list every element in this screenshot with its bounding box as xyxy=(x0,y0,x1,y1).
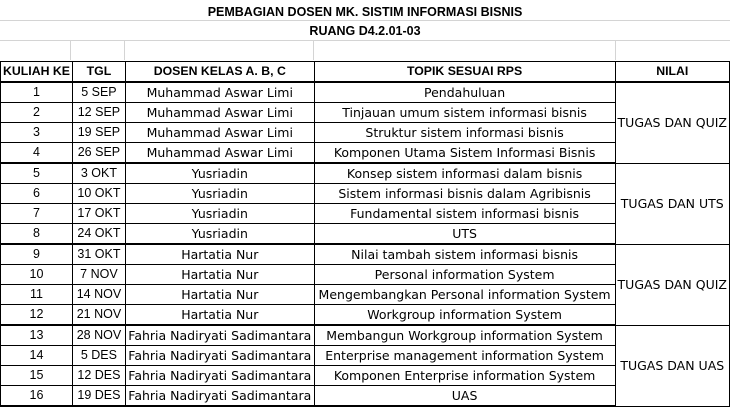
cell-tgl: 26 SEP xyxy=(72,143,125,164)
header-row xyxy=(1,62,730,83)
cell-dosen: Muhammad Aswar Limi xyxy=(125,123,314,143)
cell-kuliah-ke: 3 xyxy=(1,123,73,143)
cell-dosen: Muhammad Aswar Limi xyxy=(125,103,314,123)
table-row xyxy=(1,82,730,103)
cell-kuliah-ke: 11 xyxy=(1,285,73,305)
cell-dosen: Fahria Nadiryati Sadimantara xyxy=(125,366,314,386)
cell-kuliah-ke: 2 xyxy=(1,103,73,123)
cell-topik: Membangun Workgroup information System xyxy=(314,325,615,346)
gridline xyxy=(615,40,616,60)
cell-tgl: 24 OKT xyxy=(72,224,125,245)
cell-tgl: 10 OKT xyxy=(72,184,125,204)
sheet-title: PEMBAGIAN DOSEN MK. SISTIM INFORMASI BISNIS xyxy=(207,5,523,19)
cell-topik: Pendahuluan xyxy=(314,82,615,103)
schedule-table xyxy=(0,61,730,407)
cell-nilai: TUGAS DAN QUIZ xyxy=(615,82,729,163)
gridline xyxy=(70,40,71,60)
cell-tgl: 21 NOV xyxy=(72,305,125,326)
cell-kuliah-ke: 9 xyxy=(1,244,73,265)
cell-topik: UAS xyxy=(314,386,615,407)
cell-kuliah-ke: 15 xyxy=(1,366,73,386)
cell-tgl: 5 DES xyxy=(72,346,125,366)
cell-nilai: TUGAS DAN QUIZ xyxy=(615,244,729,325)
cell-topik: Sistem informasi bisnis dalam Agribisnis xyxy=(314,184,615,204)
cell-dosen: Yusriadin xyxy=(125,184,314,204)
cell-dosen: Muhammad Aswar Limi xyxy=(125,82,314,103)
cell-kuliah-ke: 7 xyxy=(1,204,73,224)
cell-dosen: Fahria Nadiryati Sadimantara xyxy=(125,325,314,346)
cell-dosen: Yusriadin xyxy=(125,163,314,184)
cell-topik: Fundamental sistem informasi bisnis xyxy=(314,204,615,224)
cell-topik: Enterprise management information System xyxy=(314,346,615,366)
cell-topik: Komponen Enterprise information System xyxy=(314,366,615,386)
gridline xyxy=(124,40,125,60)
cell-kuliah-ke: 14 xyxy=(1,346,73,366)
header-tgl: TGL xyxy=(72,62,125,83)
cell-nilai: TUGAS DAN UTS xyxy=(615,163,729,244)
cell-tgl: 12 SEP xyxy=(72,103,125,123)
table-row xyxy=(1,325,730,346)
cell-topik: Struktur sistem informasi bisnis xyxy=(314,123,615,143)
cell-kuliah-ke: 4 xyxy=(1,143,73,164)
table-row xyxy=(1,163,730,184)
cell-dosen: Muhammad Aswar Limi xyxy=(125,143,314,164)
cell-kuliah-ke: 6 xyxy=(1,184,73,204)
header-dosen: DOSEN KELAS A. B, C xyxy=(125,62,314,83)
cell-kuliah-ke: 1 xyxy=(1,82,73,103)
cell-topik: Personal information System xyxy=(314,265,615,285)
cell-tgl: 19 SEP xyxy=(72,123,125,143)
cell-tgl: 7 NOV xyxy=(72,265,125,285)
cell-topik: Mengembangkan Personal information System xyxy=(314,285,615,305)
cell-topik: Komponen Utama Sistem Informasi Bisnis xyxy=(314,143,615,164)
cell-nilai: TUGAS DAN UAS xyxy=(615,325,729,406)
cell-dosen: Hartatia Nur xyxy=(125,285,314,305)
cell-dosen: Hartatia Nur xyxy=(125,265,314,285)
cell-topik: Workgroup information System xyxy=(314,305,615,326)
cell-dosen: Fahria Nadiryati Sadimantara xyxy=(125,346,314,366)
cell-tgl: 14 NOV xyxy=(72,285,125,305)
gridline xyxy=(313,40,314,60)
cell-dosen: Hartatia Nur xyxy=(125,305,314,326)
cell-tgl: 17 OKT xyxy=(72,204,125,224)
cell-tgl: 5 SEP xyxy=(72,82,125,103)
cell-kuliah-ke: 8 xyxy=(1,224,73,245)
cell-dosen: Yusriadin xyxy=(125,224,314,245)
header-topik: TOPIK SESUAI RPS xyxy=(314,62,615,83)
cell-dosen: Fahria Nadiryati Sadimantara xyxy=(125,386,314,407)
cell-topik: Konsep sistem informasi dalam bisnis xyxy=(314,163,615,184)
cell-kuliah-ke: 10 xyxy=(1,265,73,285)
cell-dosen: Hartatia Nur xyxy=(125,244,314,265)
cell-tgl: 3 OKT xyxy=(72,163,125,184)
header-nilai: NILAI xyxy=(615,62,729,83)
table-body xyxy=(1,82,730,406)
cell-kuliah-ke: 12 xyxy=(1,305,73,326)
cell-tgl: 12 DES xyxy=(72,366,125,386)
cell-kuliah-ke: 13 xyxy=(1,325,73,346)
cell-tgl: 19 DES xyxy=(72,386,125,407)
cell-topik: UTS xyxy=(314,224,615,245)
cell-tgl: 28 NOV xyxy=(72,325,125,346)
cell-tgl: 31 OKT xyxy=(72,244,125,265)
cell-topik: Nilai tambah sistem informasi bisnis xyxy=(314,244,615,265)
cell-kuliah-ke: 16 xyxy=(1,386,73,407)
cell-kuliah-ke: 5 xyxy=(1,163,73,184)
table-row xyxy=(1,244,730,265)
cell-topik: Tinjauan umum sistem informasi bisnis xyxy=(314,103,615,123)
header-kuliah-ke: KULIAH KE xyxy=(1,62,73,83)
cell-dosen: Yusriadin xyxy=(125,204,314,224)
sheet-subtitle: RUANG D4.2.01-03 xyxy=(309,24,421,38)
